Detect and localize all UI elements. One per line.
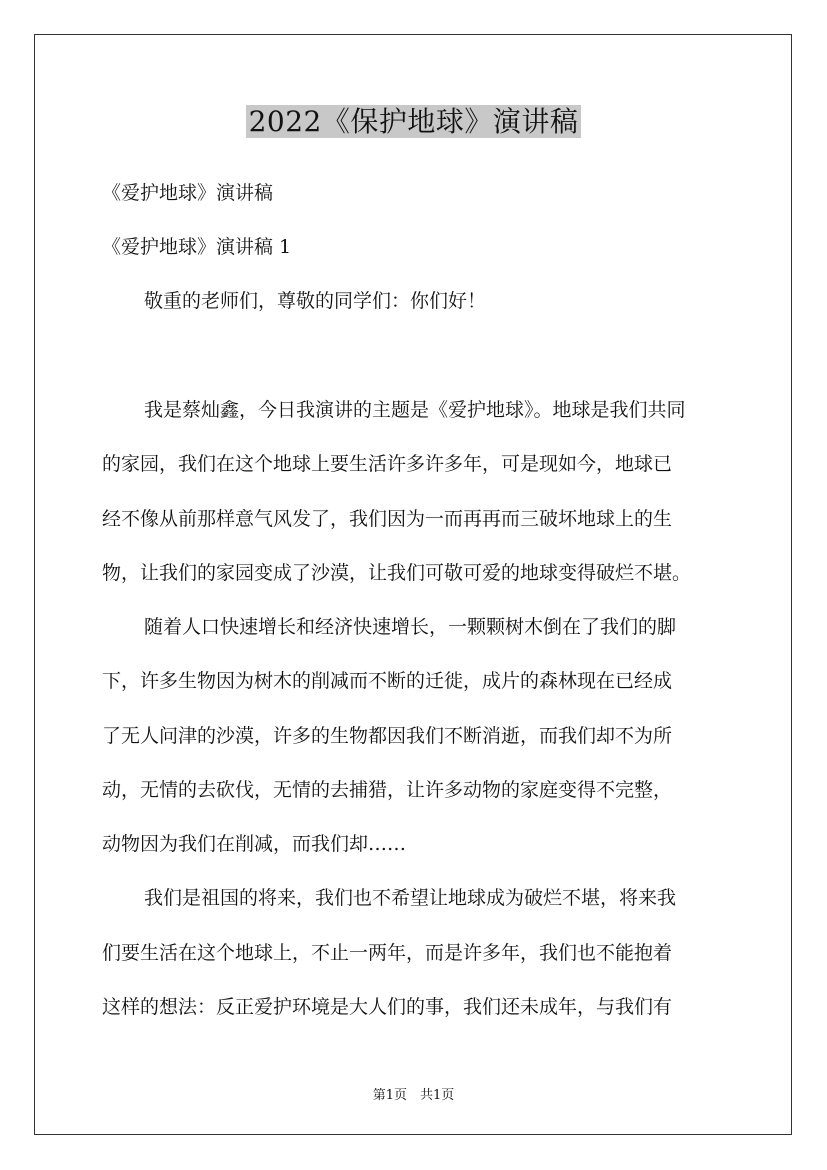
document-title-wrap xyxy=(0,100,827,144)
paragraph-line: 这样的想法：反正爱护环境是大人们的事，我们还未成年，与我们有 xyxy=(102,996,673,1018)
paragraph-line: 经不像从前那样意气风发了，我们因为一而再再而三破坏地球上的生 xyxy=(102,508,673,530)
paragraph-line: 的家园，我们在这个地球上要生活许多许多年，可是现如今，地球已 xyxy=(102,453,673,475)
paragraph-line: 了无人问津的沙漠，许多的生物都因我们不断消逝，而我们却不为所 xyxy=(102,725,673,747)
paragraph-line: 我是蔡灿鑫，今日我演讲的主题是《爱护地球》。地球是我们共同 xyxy=(144,399,686,421)
paragraph-line: 随着人口快速增长和经济快速增长，一颗颗树木倒在了我们的脚 xyxy=(144,616,677,638)
paragraph-line: 下，许多生物因为树木的削减而不断的迁徙，成片的森林现在已经成 xyxy=(102,670,673,692)
subtitle-2: 《爱护地球》演讲稿 1 xyxy=(102,236,292,258)
paragraph-line: 们要生活在这个地球上，不止一两年，而是许多年，我们也不能抱着 xyxy=(102,942,673,964)
greeting: 敬重的老师们，尊敬的同学们：你们好！ xyxy=(144,290,487,312)
paragraph-line: 物，让我们的家园变成了沙漠，让我们可敬可爱的地球变得破烂不堪。 xyxy=(102,562,692,584)
document-title: 2022《保护地球》演讲稿 xyxy=(246,105,582,138)
paragraph-line: 动物因为我们在削减，而我们却…… xyxy=(102,833,407,855)
paragraph-line: 动，无情的去砍伐，无情的去捕猎，让许多动物的家庭变得不完整， xyxy=(102,779,673,801)
page-footer: 第1页 共1页 xyxy=(372,1088,455,1103)
paragraph-line: 我们是祖国的将来，我们也不希望让地球成为破烂不堪，将来我 xyxy=(144,887,677,909)
subtitle-1: 《爱护地球》演讲稿 xyxy=(102,182,274,204)
